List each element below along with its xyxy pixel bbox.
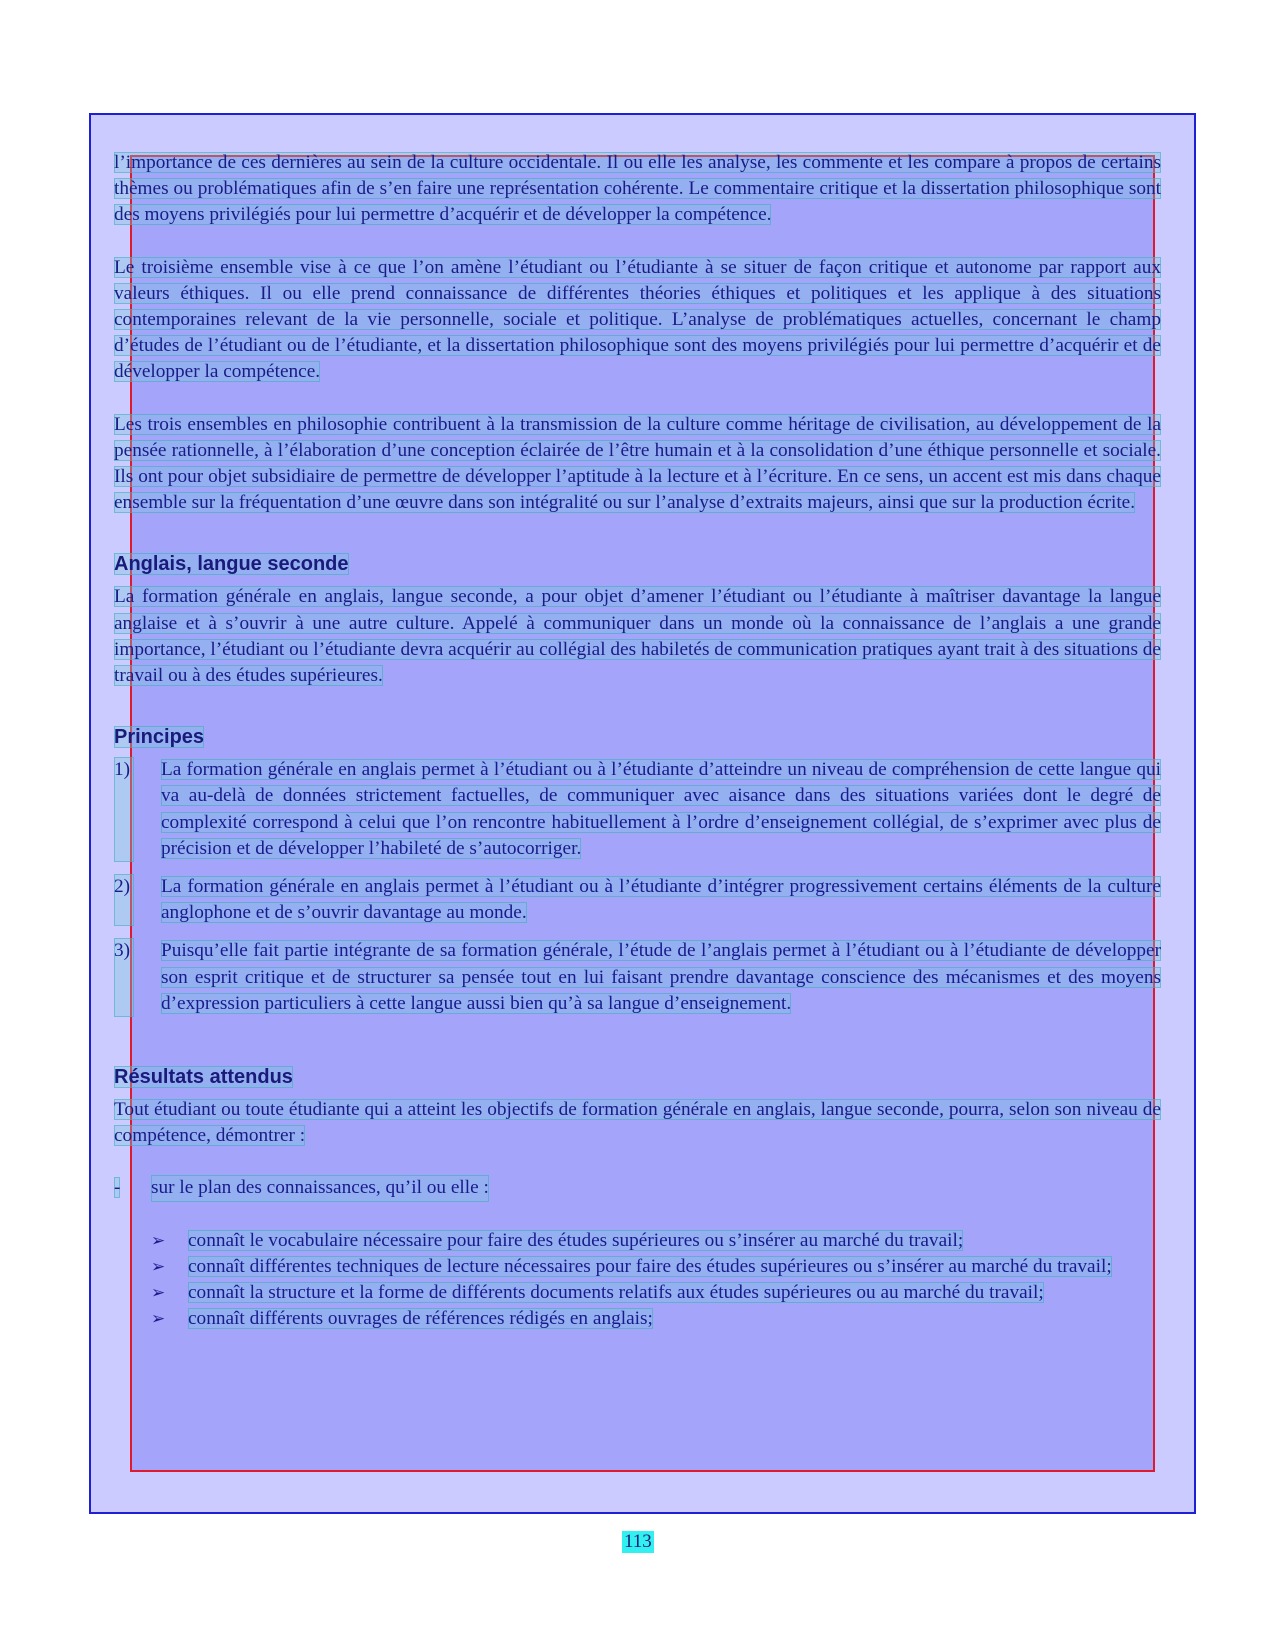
arrow-bullet-icon: ➢ — [151, 1256, 166, 1277]
arrow-bullet-icon: ➢ — [151, 1283, 166, 1304]
dash-item-connaissances: - sur le plan des connaissances, qu’il ou elle : — [114, 1175, 1161, 1201]
list-item: ➢ connaît différentes techniques de lecture nécessaires pour faire des études supérieures ou s’insérer au marché du travail; — [151, 1254, 1161, 1280]
list-item: ➢ connaît différents ouvrages de références rédigés en anglais; — [151, 1306, 1161, 1332]
bullet-list — [151, 1228, 1161, 1333]
heading-principes: Principes — [114, 726, 205, 749]
list-item: ➢ connaît la structure et la forme de différents documents relatifs aux études supérieures ou au marché du travail; — [151, 1280, 1161, 1306]
arrow-bullet-icon: ➢ — [151, 1309, 166, 1330]
heading-resultats: Résultats attendus — [114, 1066, 293, 1089]
arrow-bullet-icon: ➢ — [151, 1230, 166, 1251]
heading-anglais: Anglais, langue seconde — [114, 553, 349, 576]
page-number: 113 — [624, 1531, 652, 1552]
principe-item: 3) Puisqu’elle fait partie intégrante de sa formation générale, l’étude de l’anglais permet à l’étudiant ou à l’étudiante de développer son esprit critique et de structurer sa pensée tout en lui faisant prendre davantage conscience des mécanismes et des moyens d’expression particuliers à cette langue aussi bien qu’à sa langue d’enseignement. — [114, 938, 1161, 1017]
paragraph-trois-ensembles: Les trois ensembles en philosophie contribuent à la transmission de la culture comme héritage de civilisation, au développement de la pensée rationnelle, à l’élaboration d’une conception éclairée de l’être humain et à la consolidation d’une éthique personnelle et sociale. Ils ont pour objet subsidiaire de permettre de développer l’aptitude à la lecture et à l’écriture. En ce sens, un accent est mis dans chaque ensemble sur la fréquentation d’une œuvre dans son intégralité ou sur l’analyse d’extraits majeurs, ainsi que sur la production écrite. — [114, 413, 1161, 514]
paragraph-culture: l’importance de ces dernières au sein de la culture occidentale. Il ou elle les analyse, les commente et les compare à propos de certains thèmes ou problématiques afin de s’en faire une représentation cohérente. Le commentaire critique et la dissertation philosophique sont des moyens privilégiés pour lui permettre d’acquérir et de développer la compétence. — [114, 152, 1161, 226]
paragraph-troisieme-ensemble: Le troisième ensemble vise à ce que l’on amène l’étudiant ou l’étudiante à se situer de façon critique et autonome par rapport aux valeurs éthiques. Il ou elle prend connaissance de différentes théories éthiques et politiques et les applique à des situations contemporaines relevant de la vie personnelle, sociale et politique. L’analyse de problématiques actuelles, concernant le champ d’études de l’étudiant ou de l’étudiante, et la dissertation philosophique sont des moyens privilégiés pour lui permettre d’acquérir et de développer la compétence. — [114, 256, 1161, 383]
list-item: ➢ connaît le vocabulaire nécessaire pour faire des études supérieures ou s’insérer au marché du travail; — [151, 1228, 1161, 1254]
paragraph-anglais: La formation générale en anglais, langue seconde, a pour objet d’amener l’étudiant ou l’étudiante à maîtriser davantage la langue anglaise et à s’ouvrir à une autre culture. Appelé à communiquer dans un monde où la connaissance de l’anglais a une grande importance, l’étudiant ou l’étudiante devra acquérir au collégial des habiletés de communication pratiques ayant trait à des situations de travail ou à des études supérieures. — [114, 586, 1161, 687]
paragraph-resultats-intro: Tout étudiant ou toute étudiante qui a atteint les objectifs de formation générale en anglais, langue seconde, pourra, selon son niveau de compétence, démontrer : — [114, 1099, 1161, 1147]
document-content — [114, 150, 1161, 1333]
principe-item: 2) La formation générale en anglais permet à l’étudiant ou à l’étudiante d’intégrer progressivement certains éléments de la culture anglophone et de s’ouvrir davantage au monde. — [114, 874, 1161, 926]
principe-item: 1) La formation générale en anglais permet à l’étudiant ou à l’étudiante d’atteindre un niveau de compréhension de cette langue qui va au-delà de données strictement factuelles, de communiquer avec aisance dans des situations variées dont le degré de complexité correspond à celui que l’on rencontre habituellement à l’ordre d’enseignement collégial, de s’exprimer avec plus de précision et de développer l’habileté de s’autocorriger. — [114, 757, 1161, 862]
